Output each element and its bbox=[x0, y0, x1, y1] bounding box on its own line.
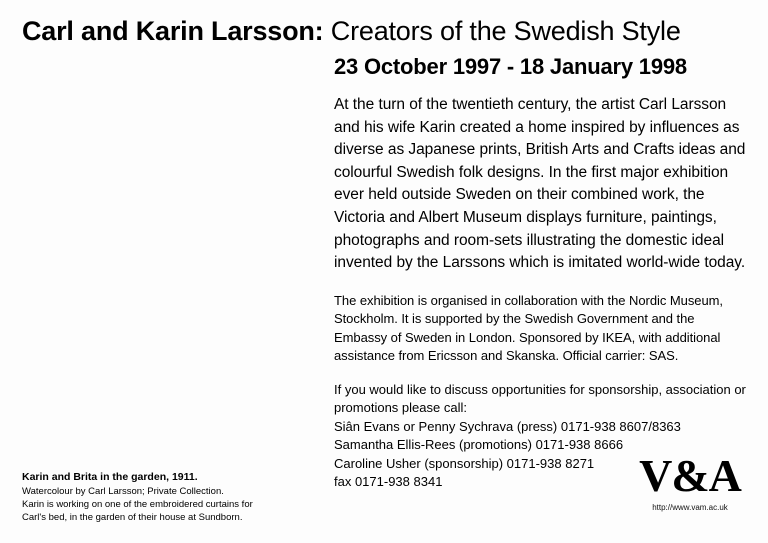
page-title bbox=[22, 16, 746, 47]
image-caption bbox=[22, 470, 322, 524]
caption-line-1: Watercolour by Carl Larsson; Private Collection. bbox=[22, 486, 224, 497]
va-logo bbox=[630, 452, 750, 513]
contact-line-fax: fax 0171-938 8341 bbox=[334, 474, 443, 490]
caption-line-2: Karin is working on one of the embroidered curtains for bbox=[22, 499, 253, 510]
page-title-bold: Carl and Karin Larsson: bbox=[22, 16, 324, 46]
caption-line-3: Carl's bed, in the garden of their house at Sundborn. bbox=[22, 512, 243, 523]
page-title-light: Creators of the Swedish Style bbox=[323, 16, 681, 46]
contact-line-promotions: Samantha Ellis-Rees (promotions) 0171-938 8666 bbox=[334, 437, 624, 453]
contact-lead-in-line-2: promotions please call: bbox=[334, 400, 467, 416]
exhibition-sponsors-paragraph: The exhibition is organised in collaboration with the Nordic Museum, Stockholm. It is supported by the Swedish Government and the Embassy of Sweden in London. Sponsored by IKEA, with additional assistance from Ericsson and Skanska. Official carrier: SAS. bbox=[334, 292, 723, 364]
exhibition-intro-paragraph: At the turn of the twentieth century, the artist Carl Larsson and his wife Karin created a home inspired by influences as diverse as Japanese prints, British Arts and Crafts ideas and colourful Swedish folk designs. In the first major exhibition ever held outside Sweden on their combined work, the Victoria and Albert Museum displays furniture, paintings, photographs and room-sets illustrating the domestic ideal invented by the Larssons which is imitated world-wide today. bbox=[334, 96, 746, 272]
main-content-column bbox=[334, 52, 746, 492]
caption-title: Karin and Brita in the garden, 1911. bbox=[22, 471, 198, 483]
contact-line-sponsorship: Caroline Usher (sponsorship) 0171-938 8271 bbox=[334, 455, 595, 471]
va-logo-mark: V&A bbox=[639, 450, 741, 501]
va-website-url[interactable]: http://www.vam.ac.uk bbox=[652, 503, 728, 512]
contact-line-press: Siân Evans or Penny Sychrava (press) 0171-938 8607/8363 bbox=[334, 418, 681, 434]
exhibition-dates: 23 October 1997 - 18 January 1998 bbox=[334, 54, 687, 79]
contact-lead-in-line-1: If you would like to discuss opportunities for sponsorship, association or bbox=[334, 381, 746, 397]
